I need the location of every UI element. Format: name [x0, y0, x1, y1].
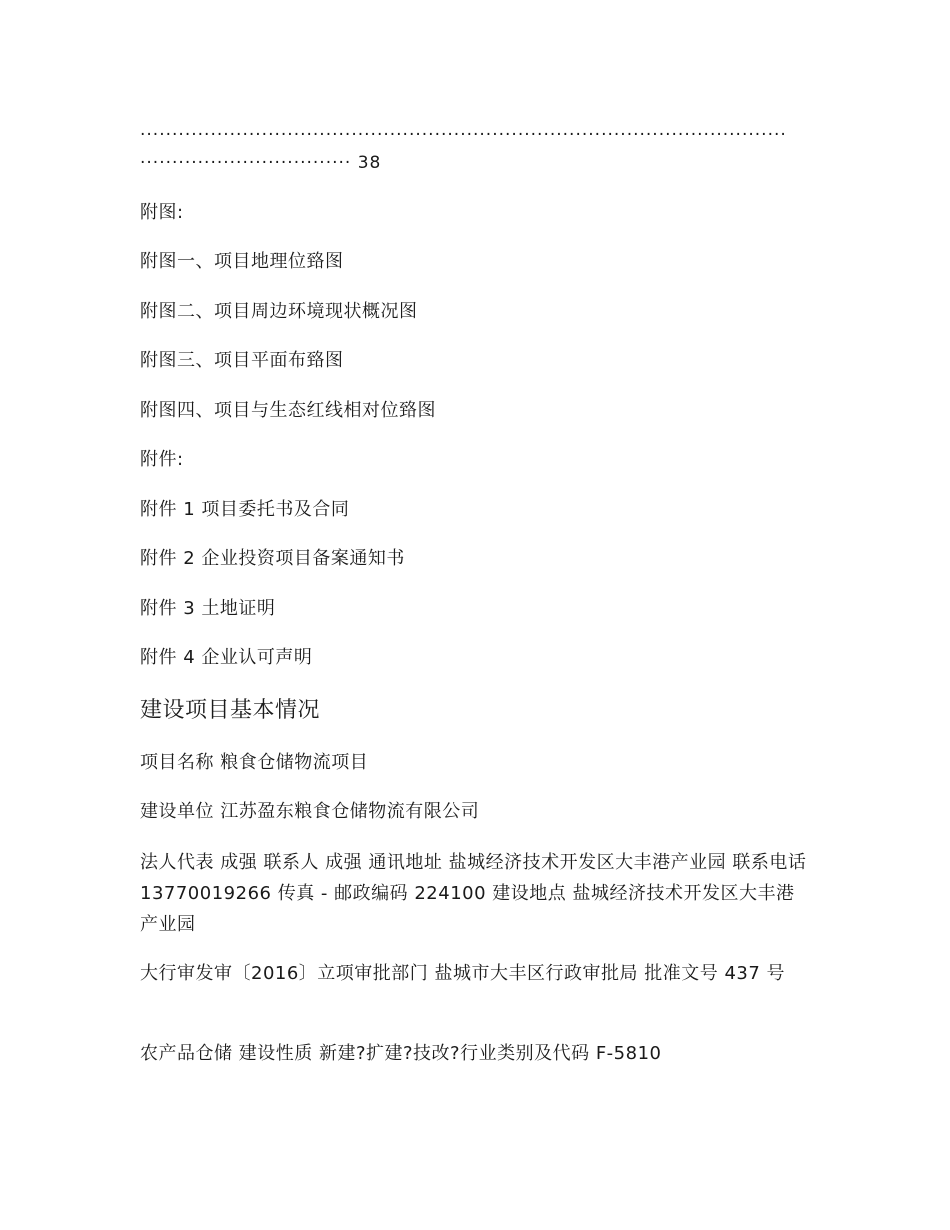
figure-item: 附图二、项目周边环境现状概况图 [140, 301, 418, 322]
attachment-item: 附件 4 企业认可声明 [140, 647, 313, 668]
attachments-heading: 附件: [140, 449, 184, 470]
approval-info: 大行审发审〔2016〕立项审批部门 盐城市大丰区行政审批局 批准文号 437 号 [140, 963, 786, 984]
figures-heading: 附图: [140, 202, 184, 223]
attachment-item: 附件 2 企业投资项目备案通知书 [140, 548, 405, 569]
contact-info: 法人代表 成强 联系人 成强 通讯地址 盐城经济技术开发区大丰港产业园 联系电话 13770019266 传真 - 邮政编码 224100 建设地点 盐城经济技术开发区大丰港产业园 [140, 852, 807, 935]
toc-page-number: ································· 38 [140, 153, 382, 173]
attachment-item: 附件 3 土地证明 [140, 598, 276, 619]
construction-unit: 建设单位 江苏盈东粮食仓储物流有限公司 [140, 801, 480, 822]
industry-category: 农产品仓储 建设性质 新建?扩建?技改?行业类别及代码 F-5810 [140, 1043, 662, 1064]
attachment-item: 附件 1 项目委托书及合同 [140, 499, 350, 520]
toc-leader-dots: ····································································································· [140, 125, 787, 145]
figure-item: 附图一、项目地理位臵图 [140, 251, 344, 272]
section-title: 建设项目基本情况 [140, 698, 321, 723]
figure-item: 附图四、项目与生态红线相对位臵图 [140, 400, 436, 421]
figure-item: 附图三、项目平面布臵图 [140, 350, 344, 371]
project-name: 项目名称 粮食仓储物流项目 [140, 752, 369, 773]
